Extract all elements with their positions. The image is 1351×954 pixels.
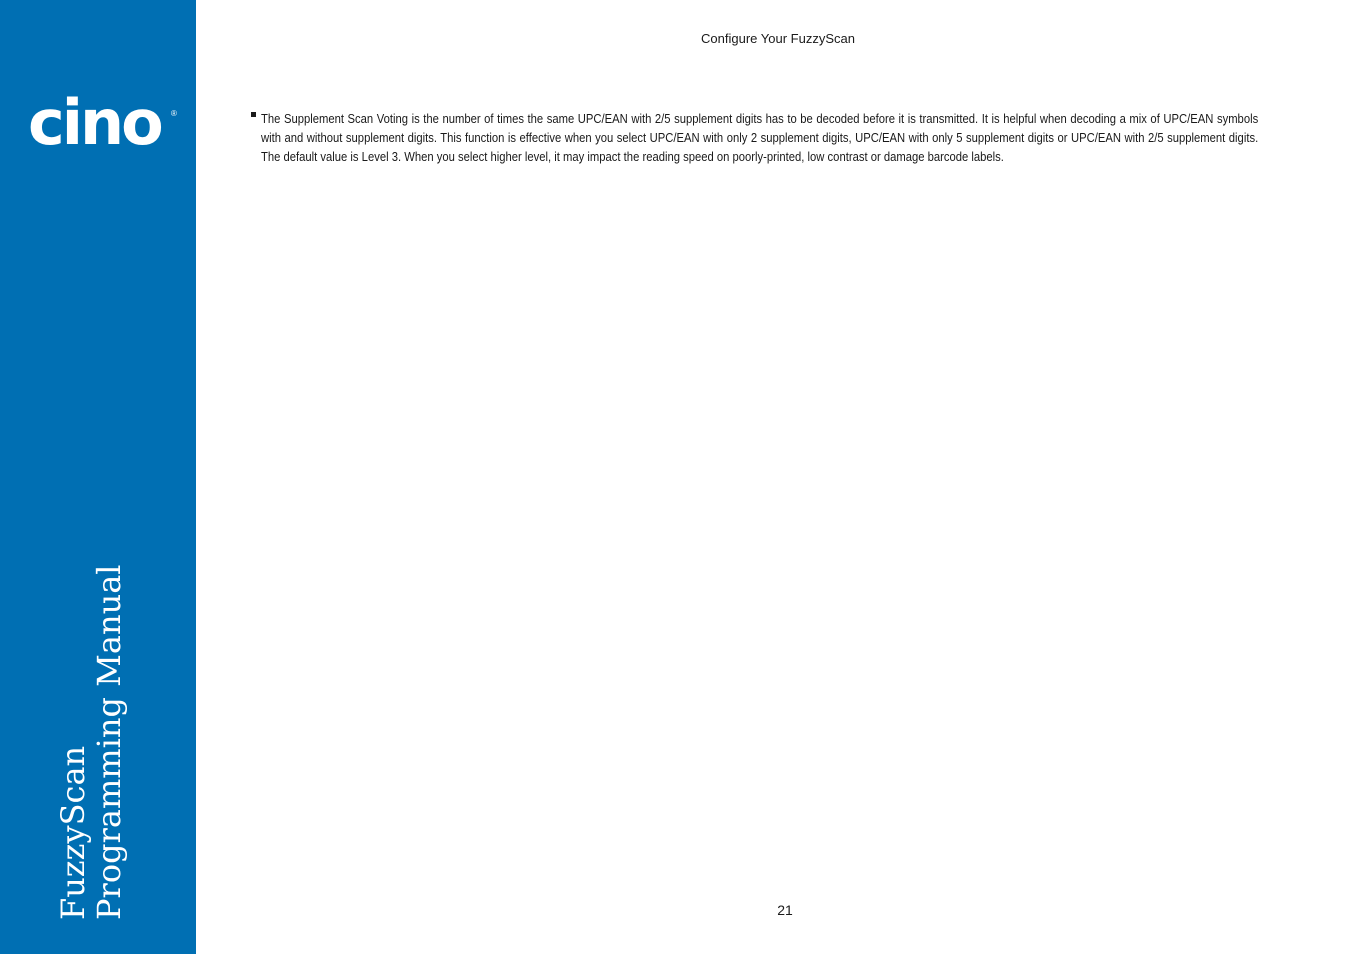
page-header: Configure Your FuzzyScan (701, 31, 855, 46)
sidebar-title-manual: Programming Manual (90, 564, 128, 920)
cino-logo: cino (28, 86, 161, 159)
bullet-square-icon (251, 112, 256, 117)
page-number: 21 (777, 902, 793, 918)
registered-mark: ® (171, 109, 177, 118)
sidebar (0, 0, 196, 954)
sidebar-title-product: FuzzyScan (54, 745, 92, 920)
sidebar-title (55, 564, 127, 920)
body-paragraph: The Supplement Scan Voting is the number of times the same UPC/EAN with 2/5 supplement digits has to be decoded before it is transmitted. It is helpful when decoding a mix of UPC/EAN symbols with and without supplement digits. This function is effective when you select UPC/EAN with only 2 supplement digits, UPC/EAN with only 5 supplement digits or UPC/EAN with 2/5 supplement digits. The default value is Level 3. When you select higher level, it may impact the reading speed on poorly-printed, low contrast or damage barcode labels. (261, 112, 1259, 164)
